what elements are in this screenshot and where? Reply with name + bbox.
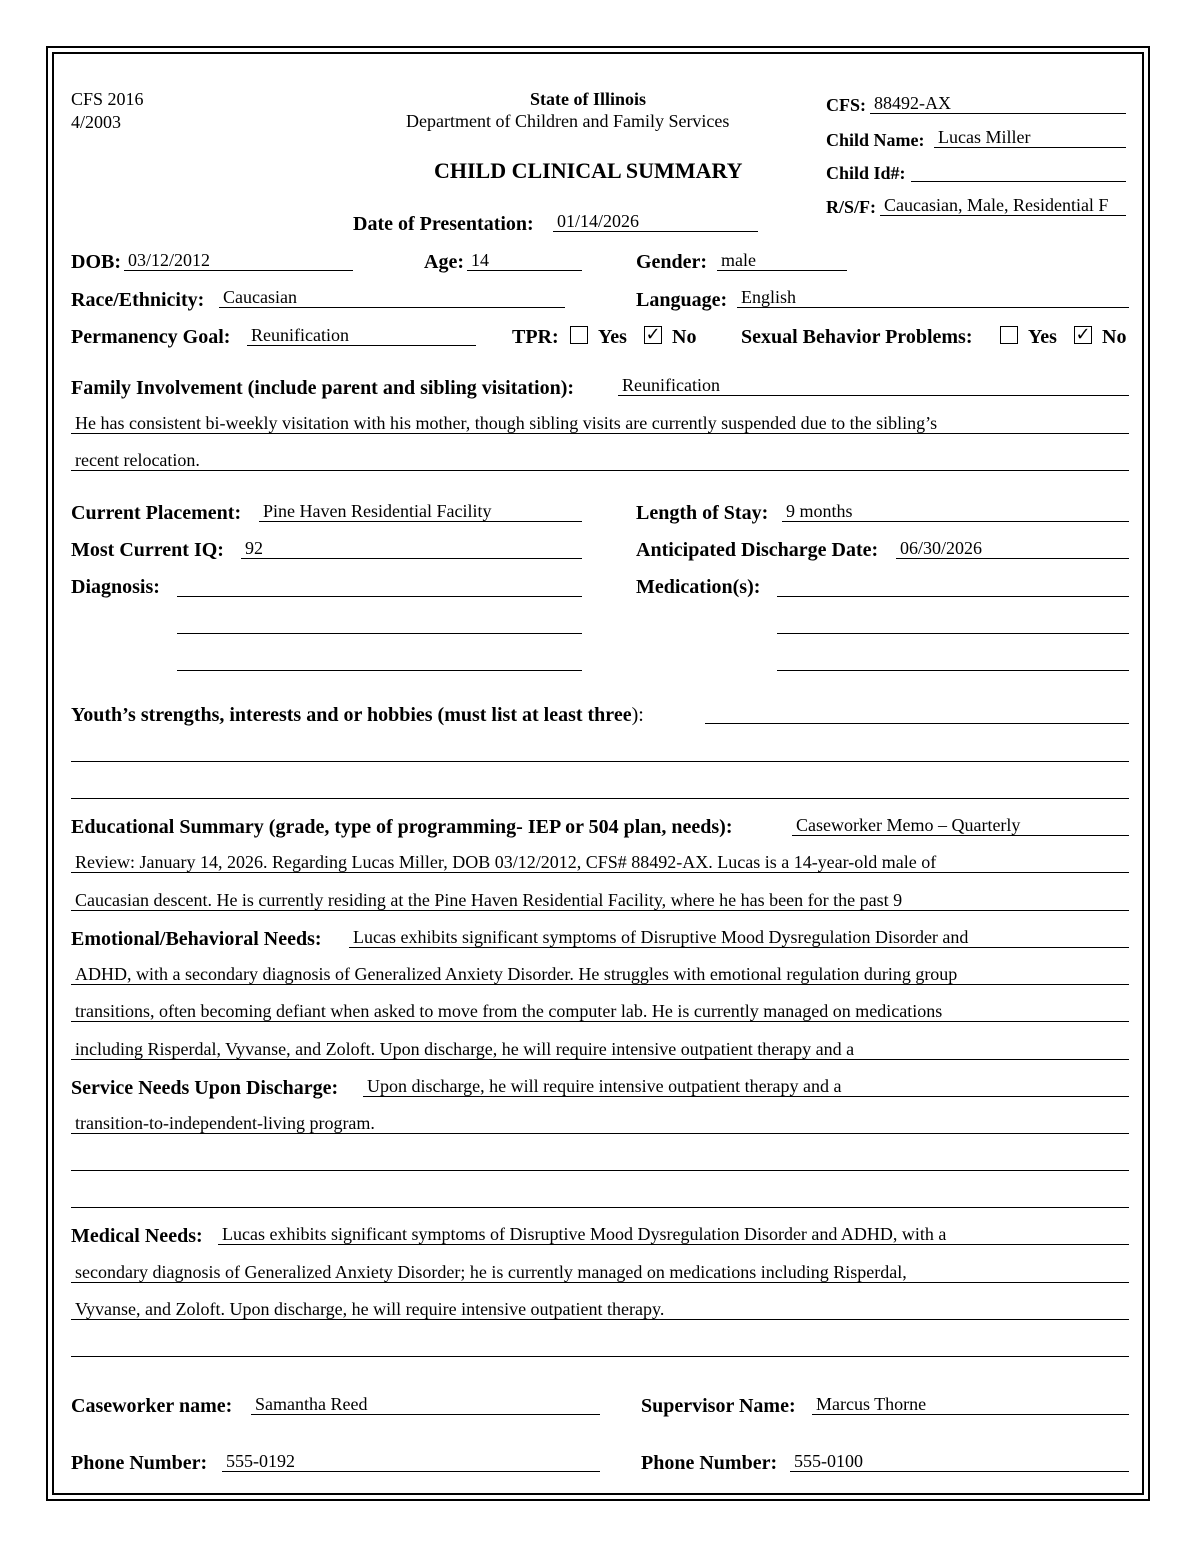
anticipated-discharge-field[interactable]: 06/30/2026 [896, 539, 1129, 559]
strengths-line-2[interactable] [71, 761, 1129, 762]
current-placement-field[interactable]: Pine Haven Residential Facility [259, 502, 582, 522]
length-of-stay-label: Length of Stay: [636, 502, 769, 524]
family-involvement-label: Family Involvement (include parent and sibling visitation): [71, 377, 575, 399]
service-needs-line-3[interactable] [71, 1170, 1129, 1171]
medical-needs-line-2[interactable]: secondary diagnosis of Generalized Anxiety Disorder; he is currently managed on medications including Risperdal, [71, 1263, 1129, 1283]
service-needs-line-2[interactable]: transition-to-independent-living program. [71, 1114, 1129, 1134]
rsf-label: R/S/F: [826, 197, 877, 217]
service-needs-label: Service Needs Upon Discharge: [71, 1077, 339, 1099]
age-field[interactable]: 14 [467, 251, 582, 271]
dob-field[interactable]: 03/12/2012 [124, 251, 353, 271]
sexual-behavior-label: Sexual Behavior Problems: [741, 326, 973, 348]
emotional-needs-line-4[interactable]: including Risperdal, Vyvanse, and Zoloft. Upon discharge, he will require intensive outpatient therapy and a [71, 1040, 1129, 1060]
caseworker-phone-label: Phone Number: [71, 1452, 208, 1474]
permanency-goal-field[interactable]: Reunification [247, 326, 476, 346]
most-current-iq-field[interactable]: 92 [241, 539, 582, 559]
length-of-stay-field[interactable]: 9 months [782, 502, 1129, 522]
medical-needs-label: Medical Needs: [71, 1225, 203, 1247]
caseworker-phone-field[interactable]: 555-0192 [222, 1452, 600, 1472]
strengths-label: Youth’s strengths, interests and or hobbies (must list at least three): [71, 704, 644, 726]
rsf-field[interactable]: Caucasian, Male, Residential F [880, 196, 1126, 216]
emotional-needs-line-3[interactable]: transitions, often becoming defiant when asked to move from the computer lab. He is currently managed on medications [71, 1002, 1129, 1022]
caseworker-name-field[interactable]: Samantha Reed [251, 1395, 600, 1415]
tpr-yes-checkbox[interactable] [570, 326, 588, 344]
diagnosis-line-3[interactable] [177, 670, 582, 671]
supervisor-name-field[interactable]: Marcus Thorne [812, 1395, 1129, 1415]
emotional-needs-line-1[interactable]: Lucas exhibits significant symptoms of Disruptive Mood Dysregulation Disorder and [349, 928, 1129, 948]
dob-label: DOB: [71, 251, 121, 273]
supervisor-phone-label: Phone Number: [641, 1452, 778, 1474]
medical-needs-line-3[interactable]: Vyvanse, and Zoloft. Upon discharge, he will require intensive outpatient therapy. [71, 1300, 1129, 1320]
supervisor-phone-field[interactable]: 555-0100 [790, 1452, 1129, 1472]
child-name-label: Child Name: [826, 130, 925, 150]
anticipated-discharge-label: Anticipated Discharge Date: [636, 539, 879, 561]
strengths-line-3[interactable] [71, 798, 1129, 799]
educational-summary-line-2[interactable]: Review: January 14, 2026. Regarding Lucas Miller, DOB 03/12/2012, CFS# 88492-AX. Lucas is a 14-year-old male of [71, 853, 1129, 873]
language-field[interactable]: English [737, 288, 1129, 308]
educational-summary-label: Educational Summary (grade, type of programming- IEP or 504 plan, needs): [71, 816, 733, 838]
strengths-line-1[interactable] [705, 723, 1129, 724]
tpr-label: TPR: [512, 326, 559, 348]
medications-label: Medication(s): [636, 576, 761, 598]
medications-line-1[interactable] [777, 596, 1129, 597]
medical-needs-line-1[interactable]: Lucas exhibits significant symptoms of Disruptive Mood Dysregulation Disorder and ADHD, with a [218, 1225, 1129, 1245]
form-title: CHILD CLINICAL SUMMARY [434, 158, 743, 183]
child-name-field[interactable]: Lucas Miller [934, 128, 1126, 148]
sexual-behavior-yes-label: Yes [1028, 326, 1057, 348]
tpr-no-label: No [672, 326, 697, 348]
family-involvement-line-1[interactable]: Reunification [618, 376, 1129, 396]
family-involvement-line-3[interactable]: recent relocation. [71, 451, 1129, 471]
gender-label: Gender: [636, 251, 708, 273]
date-of-presentation-field[interactable]: 01/14/2026 [553, 212, 758, 232]
emotional-needs-label: Emotional/Behavioral Needs: [71, 928, 322, 950]
service-needs-line-4[interactable] [71, 1207, 1129, 1208]
child-id-field[interactable] [911, 162, 1126, 182]
diagnosis-label: Diagnosis: [71, 576, 160, 598]
current-placement-label: Current Placement: [71, 502, 242, 524]
tpr-no-checkbox[interactable]: ✓ [645, 324, 661, 345]
sexual-behavior-yes-checkbox[interactable] [1000, 326, 1018, 344]
medications-line-3[interactable] [777, 670, 1129, 671]
educational-summary-line-1[interactable]: Caseworker Memo – Quarterly [792, 816, 1129, 836]
emotional-needs-line-2[interactable]: ADHD, with a secondary diagnosis of Generalized Anxiety Disorder. He struggles with emotional regulation during group [71, 965, 1129, 985]
form-number: CFS 2016 [71, 89, 144, 109]
medications-line-2[interactable] [777, 633, 1129, 634]
race-label: Race/Ethnicity: [71, 289, 205, 311]
state-name: State of Illinois [530, 89, 647, 109]
child-id-label: Child Id#: [826, 163, 906, 183]
cfs-field[interactable]: 88492-AX [870, 94, 1126, 114]
sexual-behavior-no-checkbox[interactable]: ✓ [1075, 324, 1091, 345]
gender-field[interactable]: male [717, 251, 847, 271]
diagnosis-line-1[interactable] [177, 596, 582, 597]
educational-summary-line-3[interactable]: Caucasian descent. He is currently residing at the Pine Haven Residential Facility, where he has been for the past 9 [71, 891, 1129, 911]
medical-needs-line-4[interactable] [71, 1356, 1129, 1357]
sexual-behavior-no-label: No [1102, 326, 1127, 348]
age-label: Age: [424, 251, 464, 273]
service-needs-line-1[interactable]: Upon discharge, he will require intensive outpatient therapy and a [363, 1077, 1129, 1097]
family-involvement-line-2[interactable]: He has consistent bi-weekly visitation with his mother, though sibling visits are currently suspended due to the sibling’s [71, 414, 1129, 434]
form-date: 4/2003 [71, 112, 122, 132]
diagnosis-line-2[interactable] [177, 633, 582, 634]
cfs-label: CFS: [826, 95, 866, 115]
permanency-goal-label: Permanency Goal: [71, 326, 231, 348]
tpr-yes-label: Yes [598, 326, 627, 348]
language-label: Language: [636, 289, 728, 311]
most-current-iq-label: Most Current IQ: [71, 539, 224, 561]
supervisor-name-label: Supervisor Name: [641, 1395, 796, 1417]
caseworker-name-label: Caseworker name: [71, 1395, 233, 1417]
date-of-presentation-label: Date of Presentation: [353, 213, 534, 235]
race-field[interactable]: Caucasian [219, 288, 565, 308]
department-name: Department of Children and Family Services [406, 111, 730, 131]
